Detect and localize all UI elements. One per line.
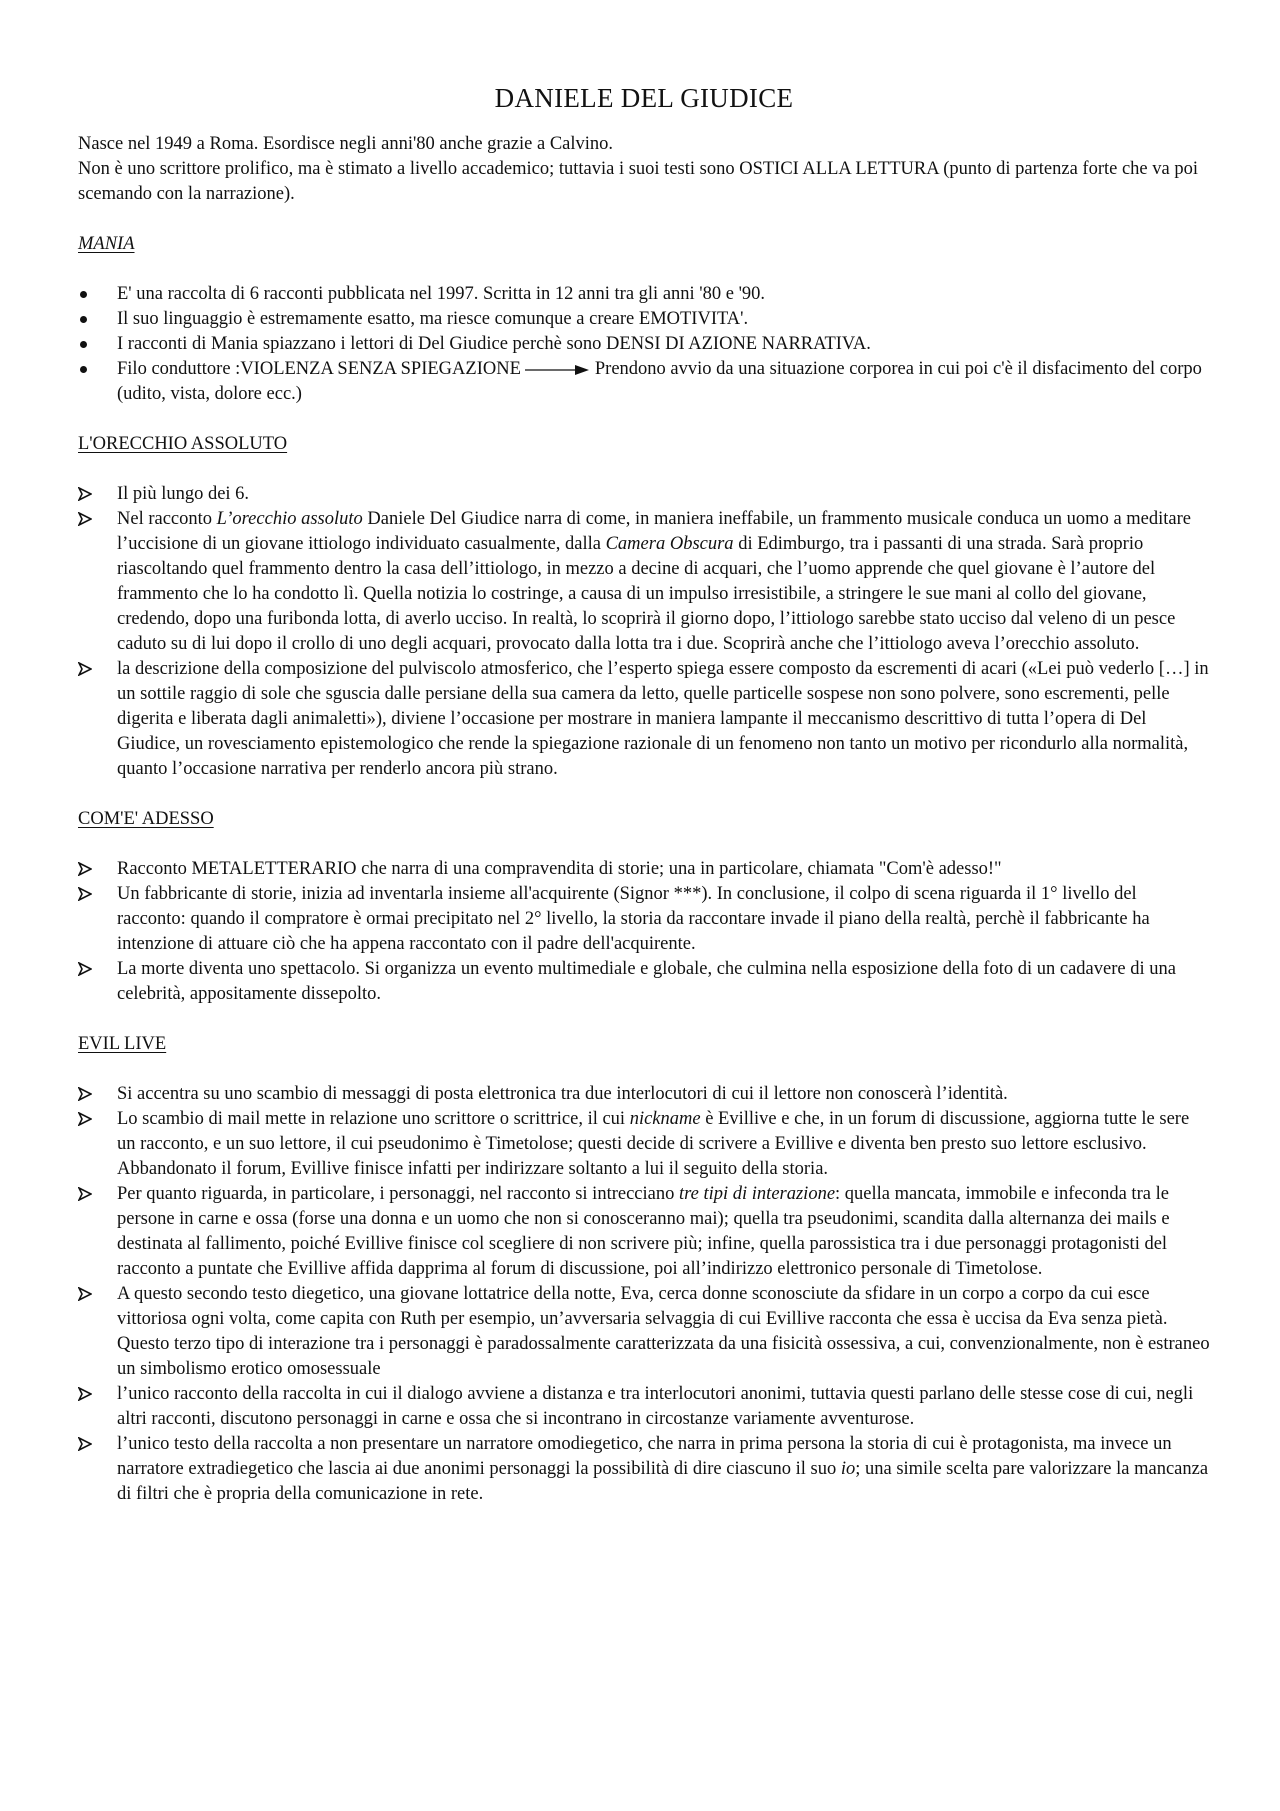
list-item-text: Si accentra su uno scambio di messaggi di posta elettronica tra due interlocutori di cui il lettore non conoscerà l’identità. [117,1084,1008,1104]
arrowhead-bullet-icon [78,1187,92,1201]
list-item [78,482,1210,507]
list-item-text: Filo conduttore :VIOLENZA SENZA SPIEGAZIONE [117,359,521,379]
arrowhead-bullet-icon [78,887,92,901]
document-page [78,70,1210,1507]
list-item [78,657,1210,782]
italic-title: Camera Obscura [605,534,734,554]
list-item [78,1082,1210,1107]
list-item-text: Nel racconto [117,509,217,529]
list-item-text: : quella mancata, immobile e infeconda tra le persone in carne e ossa (forse una donna e un uomo che non si conosceranno mai); quella tra pseudonimi, scandita dalla alternanza dei mails e destinata al fallimento, poiché Evillive finisce col scegliere di non scrivere più; infine, quella parossistica tra i due personaggi protagonisti del racconto a puntate che Evillive affida dapprima al forum di discussione, poi all’indirizzo elettronico personale di Timetolose. [117,1184,1170,1279]
arrowhead-bullet-icon [78,487,92,501]
list-item-text: di Edimburgo, tra i passanti di una strada. Sarà proprio riascoltando quel frammento dentro la casa dell’ittiologo, in mezzo a decine di acquari, che l’uomo apprende che quel giovane è l’autore del frammento che lo ha condotto lì. Quella notizia lo costringe, a causa di un impulso irresistibile, a stringere le sue mani al collo del giovane, credendo, dopo una furibonda lotta, di averlo ucciso. In realtà, lo scoprirà il giorno dopo, l’ittiologo sarebbe stato ucciso dal veleno di un pesce caduto su di lui dopo il crollo di uno degli acquari, provocato dalla lotta tra i due. Scoprirà anche che l’ittiologo aveva l’orecchio assoluto. [117,534,1176,654]
arrowhead-bullet-icon [78,662,92,676]
list-item [78,332,1210,357]
list-item [78,1107,1210,1182]
list-item-text: l’unico testo della raccolta a non presentare un narratore omodiegetico, che narra in prima persona la storia di cui è protagonista, ma invece un narratore extradiegetico che lascia ai due anonimi personaggi la possibilità di dire ciascuno il suo [117,1434,1172,1479]
arrowhead-bullet-icon [78,1287,92,1301]
arrowhead-bullet-icon [78,1112,92,1126]
list-item [78,957,1210,1007]
orecchio-assoluto-list [78,482,1210,782]
list-item-text: Il suo linguaggio è estremamente esatto, ma riesce comunque a creare EMOTIVITA'. [117,309,749,329]
arrowhead-bullet-icon [78,962,92,976]
italic-term: io [840,1459,856,1479]
italic-term: tre tipi di interazione [678,1184,836,1204]
list-item-text: Racconto METALETTERARIO che narra di una compravendita di storie; una in particolare, chiamata "Com'è adesso!" [117,859,1002,879]
arrowhead-bullet-icon [78,862,92,876]
list-item-text: Un fabbricante di storie, inizia ad inventarla insieme all'acquirente (Signor ***). In conclusione, il colpo di scena riguarda il 1° livello del racconto: quando il compratore è ormai precipitato nel 2° livello, la storia da raccontare invade il piano della realtà, perchè il fabbricante ha intenzione di attuare ciò che ha appena raccontato con il padre dell'acquirente. [117,884,1150,954]
list-item [78,1382,1210,1432]
list-item-text: La morte diventa uno spettacolo. Si organizza un evento multimediale e globale, che culmina nella esposizione della foto di un cadavere di una celebrità, appositamente dissepolto. [117,959,1176,1004]
evil-live-list [78,1082,1210,1507]
intro-line-2: Non è uno scrittore prolifico, ma è stimato a livello accademico; tuttavia i suoi testi sono OSTICI ALLA LETTURA (punto di partenza forte che va poi scemando con la narrazione). [78,159,1198,204]
come-adesso-list [78,857,1210,1007]
arrowhead-bullet-icon [78,512,92,526]
list-item [78,307,1210,332]
section-heading-evil-live: EVIL LIVE [78,1034,167,1054]
list-item-text: Daniele Del Giudice narra di come, in maniera ineffabile, un frammento musicale conduca un uomo a meditare l’uccisione di un giovane ittiologo individuato casualmente, dalla [117,509,1192,554]
list-item [78,1282,1210,1382]
list-item [78,857,1210,882]
list-item [78,1432,1210,1507]
list-item-text: è Evillive e che, in un forum di discussione, aggiorna tutte le sere un racconto, e un suo lettore, il cui pseudonimo è Timetolose; questi decide di scrivere a Evillive e diventa ben presto suo lettore esclusivo. Abbandonato il forum, Evillive finisce infatti per indirizzare soltanto a lui il seguito della storia. [117,1109,1190,1179]
list-item-text: la descrizione della composizione del pulviscolo atmosferico, che l’esperto spiega essere composto da escrementi di acari («Lei può vederlo […] in un sottile raggio di sole che sguscia dalle persiane della sua camera da letto, quelle particelle sospese non sono polvere, sono escrementi, pelle digerita e liberata dagli animaletti»), diviene l’occasione per mostrare in maniera lampante il meccanismo descrittivo di tutta l’opera di Del Giudice, un rovesciamento epistemologico che rende la spiegazione razionale di un fenomeno non tanto un motivo per ricondurlo alla normalità, quanto l’occasione narrativa per renderlo ancora più strano. [117,659,1209,779]
list-item [78,357,1210,407]
list-item-text: Il più lungo dei 6. [117,484,250,504]
right-arrow-icon [525,364,589,376]
list-item [78,882,1210,957]
arrowhead-bullet-icon [78,1087,92,1101]
list-item-text: l’unico racconto della raccolta in cui il dialogo avviene a distanza e tra interlocutori anonimi, tuttavia questi parlano delle stesse cose di cui, negli altri racconti, discutono personaggi in carne e ossa che si incontrano in circostanze variamente avventurose. [117,1384,1194,1429]
list-item [78,282,1210,307]
mania-list [78,282,1210,407]
section-heading-mania: MANIA [78,234,135,254]
list-item [78,507,1210,657]
list-item-text: Prendono avvio da una situazione corporea in cui poi c'è il disfacimento del corpo (udito, vista, dolore ecc.) [117,359,1202,404]
list-item-text: Lo scambio di mail mette in relazione uno scrittore o scrittrice, il cui [117,1109,630,1129]
italic-term: nickname [629,1109,701,1129]
list-item [78,1182,1210,1282]
list-item-text: I racconti di Mania spiazzano i lettori di Del Giudice perchè sono DENSI DI AZIONE NARRATIVA. [117,334,871,354]
list-item-text: E' una raccolta di 6 racconti pubblicata nel 1997. Scritta in 12 anni tra gli anni '80 e '90. [117,284,766,304]
intro-line-1: Nasce nel 1949 a Roma. Esordisce negli anni'80 anche grazie a Calvino. [78,134,614,154]
arrowhead-bullet-icon [78,1387,92,1401]
list-item-text: ; una simile scelta pare valorizzare la mancanza di filtri che è propria della comunicazione in rete. [117,1459,1209,1504]
list-item-text: Per quanto riguarda, in particolare, i personaggi, nel racconto si intrecciano [117,1184,679,1204]
arrowhead-bullet-icon [78,1437,92,1451]
section-heading-orecchio-assoluto: L'ORECCHIO ASSOLUTO [78,434,288,454]
italic-title: L’orecchio assoluto [216,509,363,529]
list-item-text: A questo secondo testo diegetico, una giovane lottatrice della notte, Eva, cerca donne sconosciute da sfidare in un corpo a corpo da cui esce vittoriosa ogni volta, come capita con Ruth per esempio, un’avversaria selvaggia di cui Evillive racconta che essa è uccisa da Eva senza pietà. Questo terzo tipo di interazione tra i personaggi è paradossalmente caratterizzata da una fisicità ossessiva, a cui, convenzionalmente, non è estraneo un simbolismo erotico omosessuale [117,1284,1210,1379]
document-title: DANIELE DEL GIUDICE [494,83,794,113]
section-heading-come-adesso: COM'E' ADESSO [78,809,214,829]
